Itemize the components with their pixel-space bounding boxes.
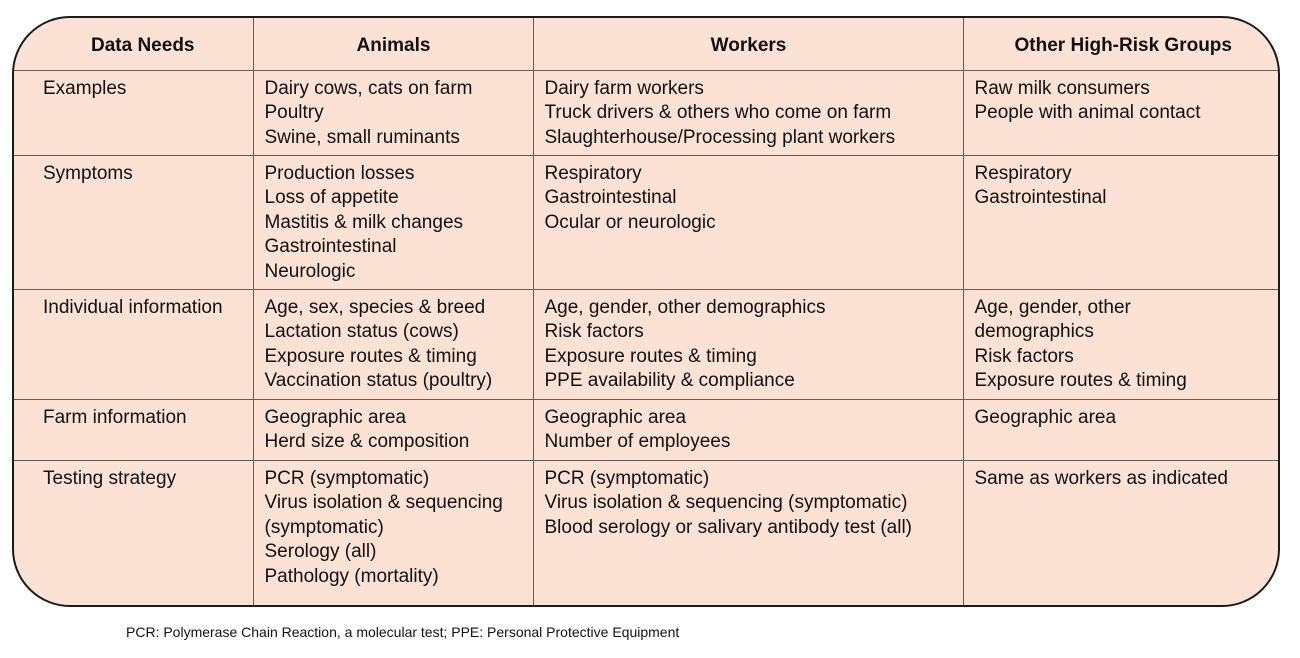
footnote: PCR: Polymerase Chain Reaction, a molecular test; PPE: Personal Protective Equipment [126, 624, 680, 640]
data-needs-table [14, 18, 1280, 607]
cell-farm-other: Geographic area [963, 399, 1280, 460]
table-row-individual-information [14, 289, 1280, 399]
cell-individual-workers: Age, gender, other demographics Risk factors Exposure routes & timing PPE availability & compliance [533, 289, 963, 399]
table-row-examples [14, 70, 1280, 155]
header-other-high-risk-groups: Other High-Risk Groups [963, 18, 1280, 70]
cell-testing-other: Same as workers as indicated [963, 460, 1280, 607]
cell-symptoms-workers: Respiratory Gastrointestinal Ocular or neurologic [533, 155, 963, 289]
row-label-testing-strategy: Testing strategy [43, 467, 177, 489]
cell-symptoms-animals: Production losses Loss of appetite Mastitis & milk changes Gastrointestinal Neurologic [253, 155, 533, 289]
table-header-row [14, 18, 1280, 70]
header-animals: Animals [253, 18, 533, 70]
table-row-symptoms [14, 155, 1280, 289]
cell-individual-other: Age, gender, other demographics Risk factors Exposure routes & timing [963, 289, 1280, 399]
cell-farm-workers: Geographic area Number of employees [533, 399, 963, 460]
table-row-farm-information [14, 399, 1280, 460]
row-label-symptoms: Symptoms [14, 155, 253, 289]
header-data-needs: Data Needs [14, 18, 253, 70]
row-label-examples: Examples [14, 70, 253, 155]
cell-testing-workers: PCR (symptomatic) Virus isolation & sequencing (symptomatic) Blood serology or salivary antibody test (all) [533, 460, 963, 607]
row-label-individual-information: Individual information [14, 289, 253, 399]
cell-testing-animals: PCR (symptomatic) Virus isolation & sequencing (symptomatic) Serology (all) Pathology (mortality) [253, 460, 533, 607]
table-row-testing-strategy [14, 460, 1280, 607]
cell-individual-animals: Age, sex, species & breed Lactation status (cows) Exposure routes & timing Vaccination status (poultry) [253, 289, 533, 399]
data-needs-table-panel [12, 16, 1280, 607]
row-label-farm-information: Farm information [14, 399, 253, 460]
cell-examples-workers: Dairy farm workers Truck drivers & others who come on farm Slaughterhouse/Processing plant workers [533, 70, 963, 155]
header-workers: Workers [533, 18, 963, 70]
cell-examples-animals: Dairy cows, cats on farm Poultry Swine, small ruminants [253, 70, 533, 155]
cell-symptoms-other: Respiratory Gastrointestinal [963, 155, 1280, 289]
cell-examples-other: Raw milk consumers People with animal contact [963, 70, 1280, 155]
cell-farm-animals: Geographic area Herd size & composition [253, 399, 533, 460]
